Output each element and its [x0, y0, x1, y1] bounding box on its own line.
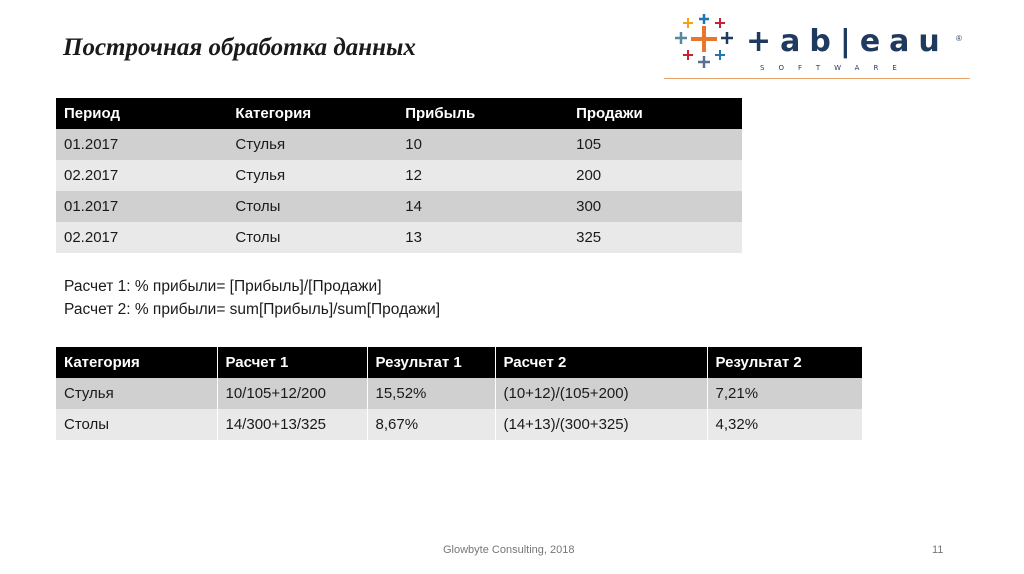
table-header-row	[56, 98, 742, 129]
table-cell: 105	[568, 129, 742, 160]
table-cell: (14+13)/(300+325)	[495, 409, 707, 440]
column-header: Расчет 2	[495, 347, 707, 378]
table-row	[56, 222, 742, 253]
table-cell: Стулья	[227, 160, 397, 191]
table-cell: 14/300+13/325	[217, 409, 367, 440]
calc-formula-2: Расчет 2: % прибыли= sum[Прибыль]/sum[Продажи]	[64, 301, 441, 318]
table-cell: (10+12)/(105+200)	[495, 378, 707, 409]
column-header: Категория	[227, 98, 397, 129]
column-header: Результат 1	[367, 347, 495, 378]
table-cell: 325	[568, 222, 742, 253]
page-number: 11	[932, 544, 944, 556]
calc-formula-1: Расчет 1: % прибыли= [Прибыль]/[Продажи]	[64, 278, 382, 295]
column-header: Результат 2	[707, 347, 862, 378]
table-cell: Столы	[56, 409, 217, 440]
table-row	[56, 160, 742, 191]
table-cell: 02.2017	[56, 222, 227, 253]
table-header-row	[56, 347, 862, 378]
column-header: Прибыль	[397, 98, 568, 129]
table-cell: 200	[568, 160, 742, 191]
slide-title: Построчная обработка данных	[63, 34, 416, 61]
tableau-cross-icon	[672, 12, 736, 74]
table-cell: 01.2017	[56, 129, 227, 160]
tableau-logo	[672, 12, 972, 74]
table-cell: Стулья	[227, 129, 397, 160]
results-table	[56, 347, 862, 440]
column-header: Продажи	[568, 98, 742, 129]
table-cell: Столы	[227, 191, 397, 222]
column-header: Расчет 1	[217, 347, 367, 378]
column-header: Категория	[56, 347, 217, 378]
table-cell: 300	[568, 191, 742, 222]
table-cell: 8,67%	[367, 409, 495, 440]
footer-text: Glowbyte Consulting, 2018	[443, 544, 575, 556]
table-row	[56, 409, 862, 440]
table-cell: 15,52%	[367, 378, 495, 409]
table-row	[56, 129, 742, 160]
table-cell: 10/105+12/200	[217, 378, 367, 409]
table-cell: Столы	[227, 222, 397, 253]
column-header: Период	[56, 98, 227, 129]
logo-subtitle: SOFTWARE	[760, 64, 911, 72]
table-cell: 02.2017	[56, 160, 227, 191]
header-rule	[664, 78, 970, 79]
table-cell: 13	[397, 222, 568, 253]
table-cell: 4,32%	[707, 409, 862, 440]
table-cell: 7,21%	[707, 378, 862, 409]
registered-mark: ®	[956, 34, 962, 43]
table-cell: 14	[397, 191, 568, 222]
table-cell: 10	[397, 129, 568, 160]
table-row	[56, 191, 742, 222]
table-row	[56, 378, 862, 409]
table-cell: 12	[397, 160, 568, 191]
sales-table	[56, 98, 742, 253]
logo-wordmark: +ab|eau	[746, 24, 949, 59]
table-cell: 01.2017	[56, 191, 227, 222]
table-cell: Стулья	[56, 378, 217, 409]
